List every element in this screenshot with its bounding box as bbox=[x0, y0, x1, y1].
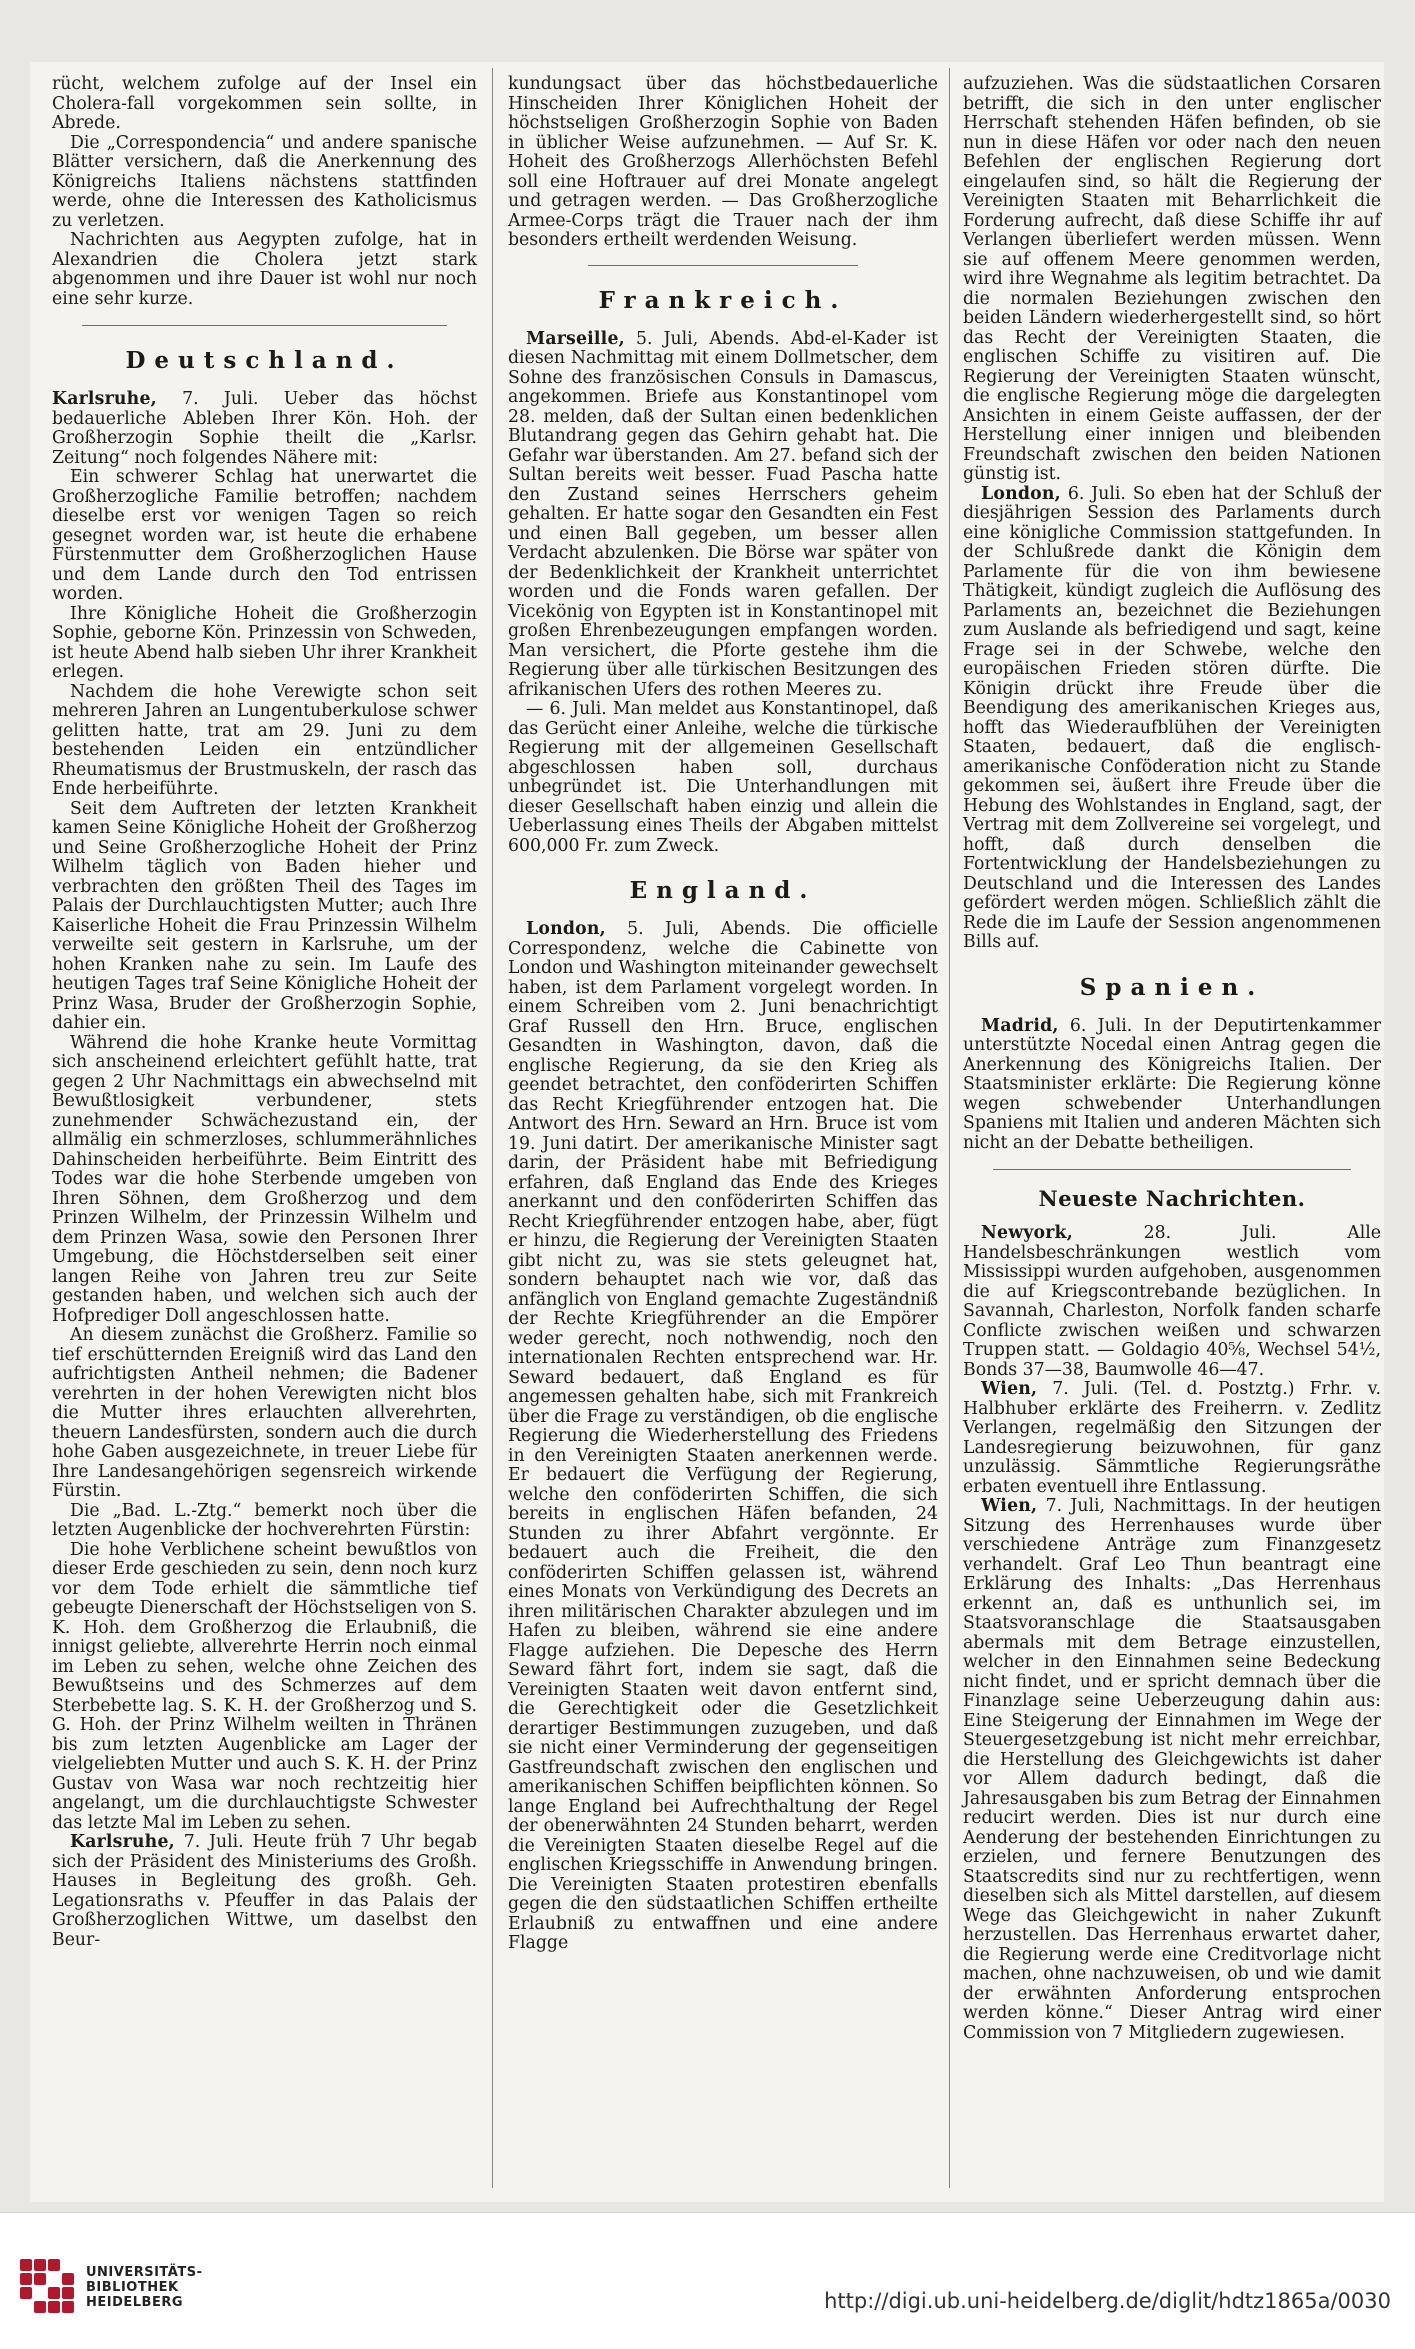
dateline: Marseille, bbox=[526, 328, 625, 349]
article-text: 7. Juli. (Tel. d. Postztg.) Frhr. v. Halbhuber erklärte des Freiherrn. v. Zedlitz Verlangen, regelmäßig den Sitzungen der Landesregierung beizuwohnen, für ganz unzulässig. Sämmtliche Regierungsräthe erbaten eventuell ihre Entlassung. bbox=[963, 1379, 1381, 1497]
dateline: Newyork, bbox=[981, 1223, 1073, 1243]
paragraph: — 6. Juli. Man meldet aus Konstantinopel, daß das Gerücht einer Anleihe, welche die türkische Regierung mit der allgemeinen Gesellschaft abgeschlossen haben soll, durchaus unbegründet ist. Die Unterhandlungen mit dieser Gesellschaft haben einzig und allein die Ueberlassung eines Theils der Abgaben mittelst 600,000 Fr. zum Zweck. bbox=[508, 699, 938, 856]
article-text: 7. Juli. Ueber das höchst bedauerliche Ableben Ihrer Kön. Hoh. der Großherzogin Sophie theilt die „Karlsr. Zeitung“ noch folgendes Nähere mit: bbox=[52, 389, 477, 468]
paragraph: kundungsact über das höchstbedauerliche Hinscheiden Ihrer Königlichen Hoheit der höchstseligen Großherzogin Sophie von Baden in üblicher Weise aufzunehmen. — Auf Sr. K. Hoheit des Großherzogs Allerhöchsten Befehl soll eine Hoftrauer auf drei Monate angelegt und getragen werden. — Das Großherzogliche Armee-Corps trägt die Trauer nach der ihm besonders ertheilt werdenden Weisung. bbox=[508, 74, 938, 250]
paragraph: Nachrichten aus Aegypten zufolge, hat in Alexandrien die Cholera jetzt stark abgenommen und ihre Dauer ist wohl nur noch eine sehr kurze. bbox=[52, 230, 477, 309]
article-text: 5. Juli, Abends. Abd-el-Kader ist diesen Nachmittag mit einem Dollmetscher, dem Sohne des französischen Consuls in Damascus, angekommen. Briefe aus Konstantinopel vom 28. melden, daß der Sultan einen bedenklichen Blutandrang gegen das Gehirn gehabt hat. Die Gefahr war überstanden. Am 27. befand sich der Sultan bereits weit besser. Fuad Pascha hatte den Zustand seines Herrschers geheim gehalten. Er hatte sogar den Gesandten ein Fest und einen Ball gegeben, um besser allen Verdacht abzulenken. Die Börse war später von der Bedenklichkeit der Krankheit unterrichtet worden und die Fonds waren gefallen. Der Vicekönig von Egypten ist in Konstantinopel mit großen Ehrenbezeugungen empfangen worden. Man versichert, die Pforte gestehe ihm die Regierung über alle türkischen Besitzungen des afrikanischen Ufers des rothen Meeres zu. bbox=[508, 328, 939, 700]
section-heading-england: England. bbox=[629, 877, 817, 904]
paragraph: aufzuziehen. Was die südstaatlichen Corsaren betrifft, die sich in den unter englischer Herrschaft stehenden Häfen befinden, ob sie nun in diese Häfen vor oder nach den neuen Befehlen der englischen Regierung dort eingelaufen sind, so hält die Regierung der Vereinigten Staaten mit Beharrlichkeit die Forderung aufrecht, daß diese Schiffe ihr auf Verlangen überliefert werden müssen. Wenn sie auf offenem Meere genommen werden, wird ihre Wegnahme als legitim betrachtet. Da die normalen Beziehungen zwischen den beiden Ländern wiederhergestellt sind, so hört das Recht der Vereinigten Staaten, die englischen Schiffe zu visitiren auf. Die Regierung der Vereinigten Staaten wünscht, die englische Regierung möge die dargelegten Ansichten in einem Geiste auffassen, der der Herstellung einer innigen und bleibenden Freundschaft zwischen den beiden Nationen günstig ist. bbox=[963, 74, 1381, 484]
article-london bbox=[963, 485, 1381, 953]
column-divider bbox=[492, 68, 493, 2188]
paragraph: Seit dem Auftreten der letzten Krankheit kamen Seine Königliche Hoheit der Großherzog und Seine Großherzogliche Hoheit der Prinz Wilhelm täglich von Baden hieher und verbrachten den größten Theil des Tages im Palais der Durchlauchtigsten Mutter; auch Ihre Kaiserliche Hoheit die Frau Prinzessin Wilhelm verweilte seit gestern in Karlsruhe, um der hohen Kranken nahe zu sein. Im Laufe des heutigen Tages traf Seine Königliche Hoheit der Prinz Wasa, Bruder der Großherzogin Sophie, dahier ein. bbox=[52, 798, 477, 1033]
paragraph: Nachdem die hohe Verewigte schon seit mehreren Jahren an Lungentuberkulose schwer gelitten hatte, trat am 29. Juni zu dem bestehenden Leiden ein entzündlicher Rheumatismus der Brustmuskeln, der rasch das Ende herbeiführte. bbox=[52, 681, 477, 799]
column-3 bbox=[963, 75, 1381, 2043]
dateline: Wien, bbox=[981, 1496, 1038, 1516]
dateline: London, bbox=[526, 919, 606, 939]
library-name-line: BIBLIOTHEK bbox=[86, 2280, 179, 2295]
column-divider bbox=[949, 68, 950, 2188]
library-name-line: UNIVERSITÄTS- bbox=[86, 2265, 203, 2280]
article-marseille bbox=[508, 330, 938, 701]
article-madrid bbox=[963, 1017, 1381, 1154]
uni-heidelberg-library-logo-icon bbox=[20, 2259, 76, 2315]
article-text: 5. Juli, Abends. Die officielle Correspondenz, welche die Cabinette von London und Washington miteinander gewechselt haben, ist dem Parlament vorgelegt worden. In einem Schreiben vom 2. Juni benachrichtigt Graf Russell den Hrn. Bruce, englischen Gesandten in Washington, davon, daß die englische Regierung, da sie den Krieg als geendet betrachtet, den conföderirten Schiffen das Recht Kriegführender entzogen hat. Die Antwort des Hrn. Seward an Hrn. Bruce ist vom 19. Juni datirt. Der amerikanische Minister sagt darin, der Präsident habe mit Befriedigung erfahren, daß England das Ende des Krieges anerkannt und den conföderirten Schiffen das Recht Kriegführender entzogen habe, aber, fügt er hinzu, die Regierung der Vereinigten Staaten gibt nicht zu, was sie stets geleugnet hat, sondern behauptet nach wie vor, daß das anfänglich von England gemachte Zugeständniß der Rechte Kriegführender an die Empörer weder gerecht, noch nothwendig, noch den internationalen Rechten entsprechend war. Hr. Seward bedauert, daß England es für angemessen gehalten habe, sich mit Frankreich über die Frage zu verständigen, ob die englische Regierung die Wiederherstellung des Friedens in den Vereinigten Staaten anerkennen werde. Er bedauert die Verfügung der Regierung, welche den conföderirten Schiffen, die sich bereits in englischen Häfen befanden, 24 Stunden zu ihrer Abfahrt vergönnte. Er bedauert auch die Freiheit, die den conföderirten Schiffen gelassen ist, während eines Monats von Verkündigung des Decrets an ihren militärischen Charakter abzulegen und im Hafen zu bleiben, während sie eine andere Flagge aufziehen. Die Depesche des Herrn Seward fährt fort, indem sie sagt, daß die Vereinigten Staaten weit davon entfernt sind, die Gerechtigkeit oder die Gesetzlichkeit derartiger Bestimmungen zuzugeben, und daß sie nicht einer Verminderung der gegenseitigen Gastfreundschaft zwischen den englischen und amerikanischen Schiffen beipflichten können. So lange England bei Aufrechthaltung der Regel der obenerwähnten 24 Stunden beharrt, werden die Vereinigten Staaten dieselbe Regel auf die englischen Kriegsschiffe in Anwendung bringen. Die Vereinigten Staaten protestiren ebenfalls gegen die den südstaatlichen Schiffen ertheilte Erlaubniß zu entwaffnen und eine andere Flagge bbox=[508, 919, 939, 1953]
paragraph: Während die hohe Kranke heute Vormittag sich anscheinend erleichtert gefühlt hatte, trat gegen 2 Uhr Nachmittags ein abwechselnd mit Bewußtlosigkeit verbundener, stets zunehmender Schwächezustand ein, der allmälig ein schmerzloses, schlummerähnliches Dahinscheiden herbeiführte. Beim Eintritt des Todes war die hohe Sterbende umgeben von Ihren Söhnen, dem Großherzog und dem Prinzen Wilhelm, der Prinzessin Wilhelm und dem Prinzen Wasa, sowie den Personen Ihrer Umgebung, die Höchstderselben seit einer langen Reihe von Jahren treu zur Seite gestanden haben, und welchen sich auch der Hofprediger Doll angeschlossen hatte. bbox=[52, 1032, 477, 1326]
article-karlsruhe-1 bbox=[52, 390, 477, 468]
article-text: 6. Juli. So eben hat der Schluß der diesjährigen Session des Parlaments durch eine königliche Commission stattgefunden. In der Schlußrede dankt die Königin dem Parlamente für die von ihm bewiesene Thätigkeit, kündigt zugleich die Auflösung des Parlaments an, bezeichnet die Beziehungen zum Auslande als befriedigend und sagt, keine Frage sei in der Schwebe, welche den europäischen Frieden stören dürfte. Die Königin drückt ihre Freude über die Beendigung des amerikanischen Krieges aus, hofft das Wiederaufblühen der Vereinigten Staaten, bedauert, daß die englisch-amerikanische Conföderation nicht zu Stande gekommen sei, äußert ihre Freude über die Hebung des Wohlstandes in England, sagt, der Vertrag mit dem Zollvereine sei vorgelegt, und hofft, daß durch denselben die Fortentwicklung der Handelsbeziehungen zu Deutschland und die Interessen des Landes gefördert werden mögen. Schließlich zählt die Rede die im Laufe der Session angenommenen Bills auf. bbox=[963, 483, 1381, 952]
section-separator bbox=[588, 265, 858, 266]
paragraph: rücht, welchem zufolge auf der Insel ein Cholera-fall vorgekommen sein sollte, in Abrede. bbox=[52, 74, 477, 133]
article-london bbox=[508, 920, 938, 1954]
dateline: Karlsruhe, bbox=[52, 389, 157, 409]
paragraph: Die „Correspondencia“ und andere spanische Blätter versichern, daß die Anerkennung des Königreichs Italiens nächstens stattfinden werde, ohne die Interessen des Katholicismus zu verletzen. bbox=[52, 132, 477, 231]
section-heading-germany: Deutschland. bbox=[125, 347, 404, 374]
article-text: 6. Juli. In der Deputirtenkammer unterstützte Nocedal einen Antrag gegen die Anerkennung des Königreichs Italien. Der Staatsminister erklärte: Die Regierung könne wegen schwebender Unterhandlungen Spaniens mit Italien und anderen Mächten sich nicht an der Debatte betheiligen. bbox=[963, 1015, 1381, 1153]
paragraph: Die hohe Verblichene scheint bewußtlos von dieser Erde geschieden zu sein, denn noch kurz vor dem Tode erhielt die sämmtliche tief gebeugte Dienerschaft der Höchstseligen von S. K. Hoh. dem Großherzog die Erlaubniß, die innigst geliebte, allverehrte Herrin noch einmal im Leben zu sehen, welche ohne Zeichen des Bewußtseins und des Schmerzes auf dem Sterbebette lag. S. K. H. der Großherzog und S. G. Hoh. der Prinz Wilhelm weilten in Thränen bis zum letzten Augenblicke am Lager der vielgeliebten Mutter und auch S. K. H. der Prinz Gustav von Wasa war noch rechtzeitig hier angelangt, um die durchlauchtigste Schwester das letzte Mal im Leben zu sehen. bbox=[52, 1539, 477, 1833]
dateline: Wien, bbox=[981, 1379, 1038, 1399]
dateline: Madrid, bbox=[981, 1015, 1059, 1036]
article-text: 28. Juli. Alle Handelsbeschränkungen westlich vom Mississippi wurden aufgehoben, ausgenommen die auf Kriegscontrebande bezüglichen. In Savannah, Charleston, Norfolk fanden scharfe Conflicte zwischen weißen und schwarzen Truppen statt. — Goldagio 40⅝, Wechsel 54½, Bonds 37—38, Baumwolle 46—47. bbox=[963, 1223, 1381, 1380]
library-name-line: HEIDELBERG bbox=[86, 2295, 184, 2310]
paragraph: Ihre Königliche Hoheit die Großherzogin Sophie, geborne Kön. Prinzessin von Schweden, ist heute Abend halb sieben Uhr ihrer Krankheit erlegen. bbox=[52, 603, 477, 682]
paragraph: Die „Bad. L.-Ztg.“ bemerkt noch über die letzten Augenblicke der hochverehrten Fürstin: bbox=[52, 1500, 477, 1540]
paragraph: Ein schwerer Schlag hat unerwartet die Großherzogliche Familie betroffen; nachdem dieselbe erst vor wenigen Tagen so reich gesegnet worden war, ist heute die erhabene Fürstenmutter dem Großherzoglichen Hause und dem Lande durch den Tod entrissen worden. bbox=[52, 467, 477, 604]
viewer-footer bbox=[0, 2212, 1415, 2349]
article-newyork bbox=[963, 1224, 1381, 1380]
column-2 bbox=[508, 75, 938, 1954]
library-name bbox=[86, 2265, 202, 2310]
section-heading-spain: Spanien. bbox=[1079, 973, 1265, 1001]
section-separator bbox=[993, 1169, 1351, 1170]
article-wien-2 bbox=[963, 1497, 1381, 2043]
article-karlsruhe-2 bbox=[52, 1833, 477, 1950]
article-text: 7. Juli, Nachmittags. In der heutigen Sitzung des Herrenhauses wurde über verschiedene Anträge zum Finanzgesetz verhandelt. Graf Leo Thun beantragt eine Erklärung des Inhalts: „Das Herrenhaus erkennt an, daß es unthunlich sei, im Staatsvoranschlage die Staatsausgaben abermals mit dem Betrage einzustellen, welcher in den Einnahmen seine Bedeckung nicht findet, und er spricht demnach über die Finanzlage seine Ueberzeugung dahin aus: Eine Steigerung der Einnahmen im Wege der Steuergesetzgebung ist nicht mehr erreichbar, die Herstellung des Gleichgewichts ist daher vor Allem dadurch bedingt, daß die Jahresausgaben bis zum Betrag der Einnahmen reducirt werden. Dies ist nur durch eine Aenderung der bestehenden Einrichtungen zu erzielen, und fernere Benutzungen des Staatscredits sind nur zu rechtfertigen, wenn dieselben sich als Mittel darstellen, auf diesem Wege das Gleichgewicht in naher Zukunft herzustellen. Das Herrenhaus erwartet daher, die Regierung werde eine Creditvorlage nicht machen, ohne nachzuweisen, ob und wie damit der erwähnten Anforderung entsprochen werden könne.“ Dieser Antrag wird einer Commission von 7 Mitgliedern zugewiesen. bbox=[963, 1496, 1381, 2043]
section-separator bbox=[82, 325, 447, 326]
source-url-link[interactable]: http://digi.ub.uni-heidelberg.de/diglit/hdtz1865a/0030 bbox=[824, 2289, 1391, 2313]
column-1 bbox=[52, 75, 477, 1950]
article-text: 7. Juli. Heute früh 7 Uhr begab sich der Präsident des Ministeriums des Großh. Hauses in Begleitung des großh. Geh. Legationsraths v. Pfeuffer in das Palais der Großherzoglichen Wittwe, um daselbst den Beur- bbox=[52, 1832, 477, 1950]
section-heading-latest-news: Neueste Nachrichten. bbox=[1038, 1186, 1306, 1211]
dateline: London, bbox=[981, 483, 1061, 504]
article-wien-1 bbox=[963, 1380, 1381, 1497]
section-heading-france: Frankreich. bbox=[598, 286, 848, 314]
dateline: Karlsruhe, bbox=[70, 1832, 175, 1852]
paragraph: An diesem zunächst die Großherz. Familie so tief erschütternden Ereigniß wird das Land den aufrichtigsten Antheil nehmen; die Badener verehrten in der hohen Verewigten nicht blos die Mutter ihres erlauchten allverehrten, theuern Landesfürsten, sondern auch die durch hohe Gaben ausgezeichnete, in treuer Liebe für Ihre Landesangehörigen segensreich wirkende Fürstin. bbox=[52, 1325, 477, 1501]
